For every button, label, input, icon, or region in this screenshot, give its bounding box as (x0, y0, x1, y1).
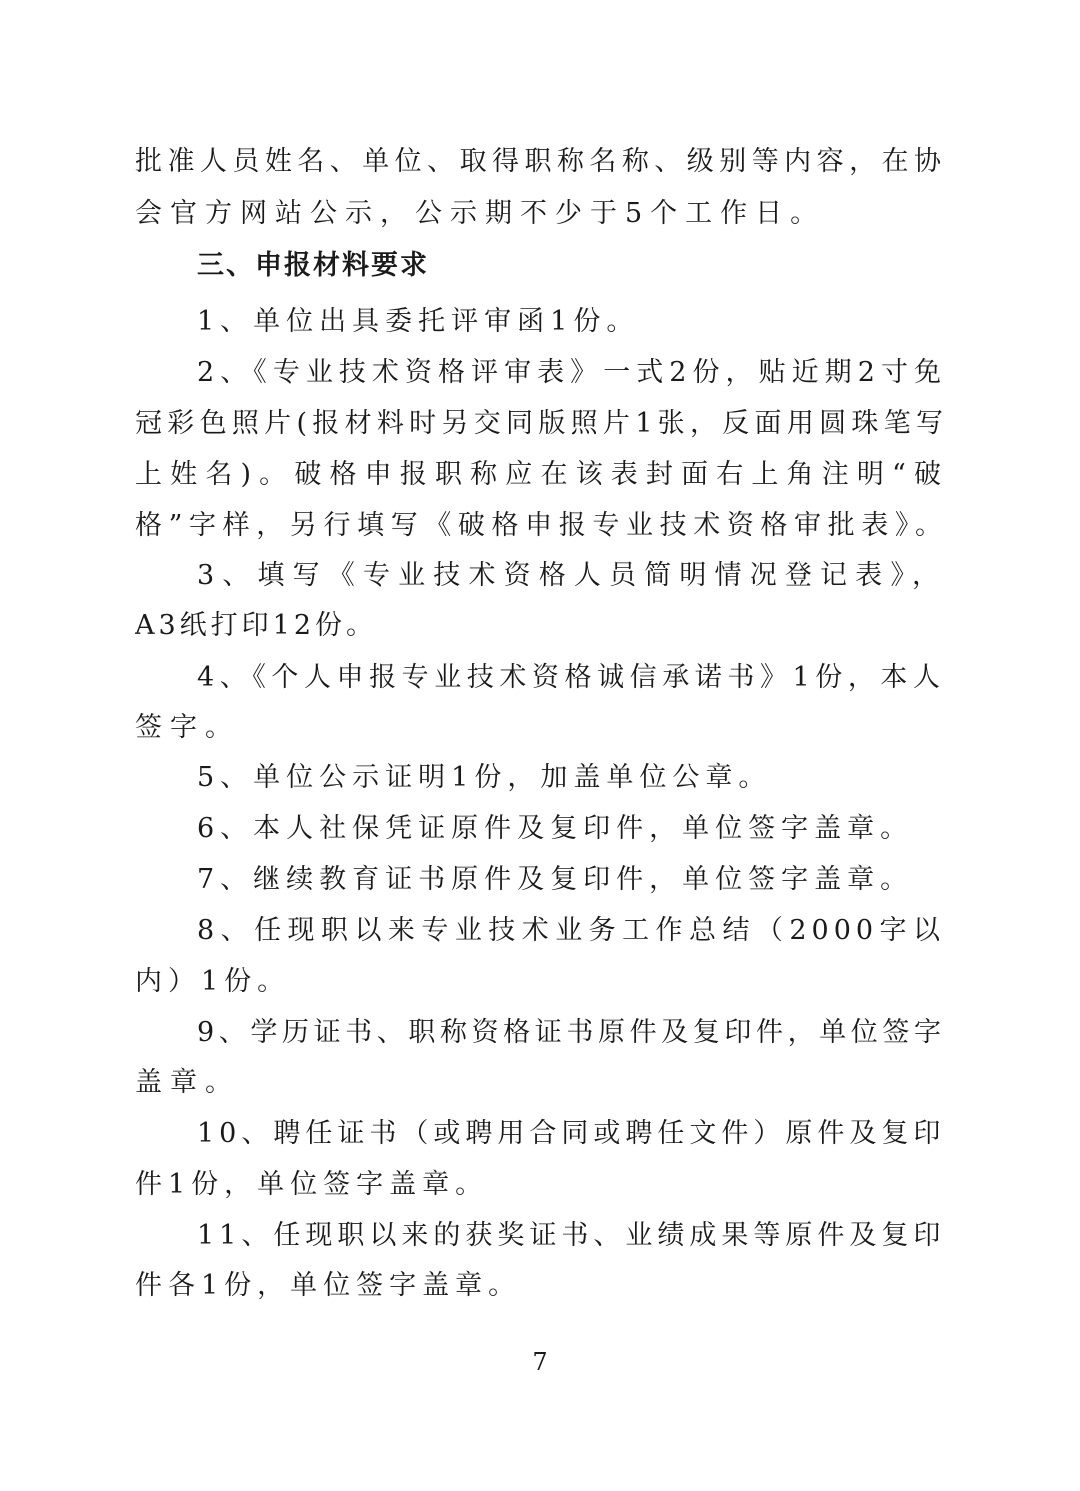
list-item-continuation: 上姓名)。破格申报职称应在该表封面右上角注明“破 (135, 459, 945, 490)
section-heading: 三、申报材料要求 (197, 250, 429, 281)
list-item: 7、继续教育证书原件及复印件，单位签字盖章。 (197, 864, 914, 895)
list-item: 4、《个人申报专业技术资格诚信承诺书》1份，本人 (197, 662, 945, 693)
list-item: 10、聘任证书（或聘用合同或聘任文件）原件及复印 (197, 1118, 945, 1149)
list-item-continuation: 件各1份，单位签字盖章。 (135, 1270, 522, 1301)
list-item: 3、填写《专业技术资格人员简明情况登记表》， (197, 560, 945, 591)
list-item: 2、《专业技术资格评审表》一式2份，贴近期2寸免 (197, 357, 945, 388)
list-item-continuation: 格”字样，另行填写《破格申报专业技术资格审批表》。 (135, 510, 945, 541)
list-item-continuation: 冠彩色照片(报材料时另交同版照片1张，反面用圆珠笔写 (135, 408, 945, 439)
list-item: 6、本人社保凭证原件及复印件，单位签字盖章。 (197, 813, 914, 844)
body-text-line: 会官方网站公示，公示期不少于5个工作日。 (135, 198, 826, 229)
list-item: 1、单位出具委托评审函1份。 (197, 306, 640, 337)
body-text-line: 批准人员姓名、单位、取得职称名称、级别等内容，在协 (135, 146, 945, 177)
list-item: 9、学历证书、职称资格证书原件及复印件，单位签字 (197, 1017, 945, 1048)
list-item: 8、任现职以来专业技术业务工作总结（2000字以 (197, 915, 945, 946)
list-item-continuation: 内）1份。 (135, 966, 291, 997)
list-item: 5、单位公示证明1份，加盖单位公章。 (197, 762, 772, 793)
list-item-continuation: 盖章。 (135, 1067, 240, 1098)
list-item-continuation: 签字。 (135, 712, 240, 743)
list-item-continuation: 件1份，单位签字盖章。 (135, 1169, 489, 1200)
list-item-continuation: A3纸打印12份。 (135, 610, 378, 641)
page-number: 7 (532, 1348, 548, 1376)
list-item: 11、任现职以来的获奖证书、业绩成果等原件及复印 (197, 1220, 945, 1251)
